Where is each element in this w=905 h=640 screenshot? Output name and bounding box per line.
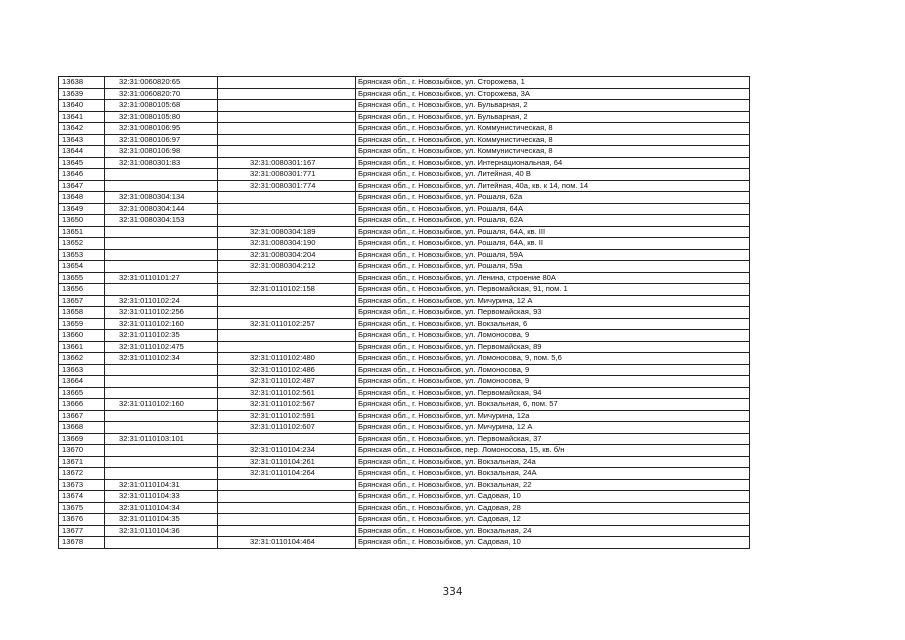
cadastral-number-cell bbox=[105, 537, 218, 549]
premise-cadastral-number-cell: 32:31:0110102:486 bbox=[218, 364, 356, 376]
record-number-cell: 13659 bbox=[59, 318, 105, 330]
record-number-cell: 13661 bbox=[59, 341, 105, 353]
record-number-cell: 13652 bbox=[59, 238, 105, 250]
table-row bbox=[59, 387, 750, 399]
address-cell: Брянская обл., г. Новозыбков, ул. Рошаля, 62а bbox=[356, 192, 750, 204]
table-row bbox=[59, 537, 750, 549]
address-cell: Брянская обл., г. Новозыбков, ул. Ломоносова, 9 bbox=[356, 330, 750, 342]
cadastral-number-cell: 32:31:0110102:160 bbox=[105, 399, 218, 411]
address-cell: Брянская обл., г. Новозыбков, ул. Садовая, 28 bbox=[356, 502, 750, 514]
cadastral-number-cell: 32:31:0110104:33 bbox=[105, 491, 218, 503]
property-registry-table bbox=[58, 76, 750, 549]
cadastral-number-cell: 32:31:0060820:70 bbox=[105, 88, 218, 100]
address-cell: Брянская обл., г. Новозыбков, ул. Садовая, 10 bbox=[356, 537, 750, 549]
premise-cadastral-number-cell bbox=[218, 111, 356, 123]
address-cell: Брянская обл., г. Новозыбков, пер. Ломоносова, 15, кв. б/н bbox=[356, 445, 750, 457]
address-cell: Брянская обл., г. Новозыбков, ул. Вокзальная, 22 bbox=[356, 479, 750, 491]
premise-cadastral-number-cell bbox=[218, 479, 356, 491]
address-cell: Брянская обл., г. Новозыбков, ул. Садовая, 10 bbox=[356, 491, 750, 503]
premise-cadastral-number-cell bbox=[218, 146, 356, 158]
address-cell: Брянская обл., г. Новозыбков, ул. Рошаля, 59А bbox=[356, 249, 750, 261]
cadastral-number-cell bbox=[105, 376, 218, 388]
table-row bbox=[59, 491, 750, 503]
record-number-cell: 13640 bbox=[59, 100, 105, 112]
record-number-cell: 13656 bbox=[59, 284, 105, 296]
table-row bbox=[59, 261, 750, 273]
address-cell: Брянская обл., г. Новозыбков, ул. Ломоносова, 9 bbox=[356, 376, 750, 388]
table-row bbox=[59, 272, 750, 284]
record-number-cell: 13663 bbox=[59, 364, 105, 376]
cadastral-number-cell: 32:31:0080301:83 bbox=[105, 157, 218, 169]
premise-cadastral-number-cell bbox=[218, 502, 356, 514]
cadastral-number-cell: 32:31:0110103:101 bbox=[105, 433, 218, 445]
record-number-cell: 13654 bbox=[59, 261, 105, 273]
record-number-cell: 13646 bbox=[59, 169, 105, 181]
record-number-cell: 13678 bbox=[59, 537, 105, 549]
table-row bbox=[59, 146, 750, 158]
table-row bbox=[59, 341, 750, 353]
record-number-cell: 13638 bbox=[59, 77, 105, 89]
record-number-cell: 13648 bbox=[59, 192, 105, 204]
address-cell: Брянская обл., г. Новозыбков, ул. Бульварная, 2 bbox=[356, 111, 750, 123]
premise-cadastral-number-cell: 32:31:0080304:189 bbox=[218, 226, 356, 238]
record-number-cell: 13653 bbox=[59, 249, 105, 261]
premise-cadastral-number-cell: 32:31:0110102:607 bbox=[218, 422, 356, 434]
table-row bbox=[59, 479, 750, 491]
address-cell: Брянская обл., г. Новозыбков, ул. Садовая, 12 bbox=[356, 514, 750, 526]
premise-cadastral-number-cell: 32:31:0110102:158 bbox=[218, 284, 356, 296]
cadastral-number-cell bbox=[105, 238, 218, 250]
premise-cadastral-number-cell: 32:31:0110102:561 bbox=[218, 387, 356, 399]
table-row bbox=[59, 157, 750, 169]
address-cell: Брянская обл., г. Новозыбков, ул. Ломоносова, 9, пом. 5,6 bbox=[356, 353, 750, 365]
table-row bbox=[59, 249, 750, 261]
premise-cadastral-number-cell: 32:31:0110104:464 bbox=[218, 537, 356, 549]
premise-cadastral-number-cell bbox=[218, 100, 356, 112]
table-row bbox=[59, 238, 750, 250]
address-cell: Брянская обл., г. Новозыбков, ул. Первомайская, 91, пом. 1 bbox=[356, 284, 750, 296]
premise-cadastral-number-cell bbox=[218, 88, 356, 100]
premise-cadastral-number-cell bbox=[218, 215, 356, 227]
cadastral-number-cell: 32:31:0110102:35 bbox=[105, 330, 218, 342]
page-number: 334 bbox=[442, 586, 463, 598]
address-cell: Брянская обл., г. Новозыбков, ул. Мичурина, 12 А bbox=[356, 422, 750, 434]
premise-cadastral-number-cell bbox=[218, 203, 356, 215]
premise-cadastral-number-cell: 32:31:0080301:771 bbox=[218, 169, 356, 181]
table-row bbox=[59, 330, 750, 342]
record-number-cell: 13639 bbox=[59, 88, 105, 100]
premise-cadastral-number-cell: 32:31:0110104:261 bbox=[218, 456, 356, 468]
record-number-cell: 13650 bbox=[59, 215, 105, 227]
table-row bbox=[59, 88, 750, 100]
cadastral-number-cell: 32:31:0110104:35 bbox=[105, 514, 218, 526]
premise-cadastral-number-cell bbox=[218, 272, 356, 284]
cadastral-number-cell bbox=[105, 445, 218, 457]
record-number-cell: 13666 bbox=[59, 399, 105, 411]
cadastral-number-cell: 32:31:0110102:34 bbox=[105, 353, 218, 365]
record-number-cell: 13641 bbox=[59, 111, 105, 123]
table-row bbox=[59, 192, 750, 204]
record-number-cell: 13643 bbox=[59, 134, 105, 146]
table-row bbox=[59, 284, 750, 296]
cadastral-number-cell bbox=[105, 169, 218, 181]
record-number-cell: 13649 bbox=[59, 203, 105, 215]
cadastral-number-cell: 32:31:0110104:34 bbox=[105, 502, 218, 514]
record-number-cell: 13670 bbox=[59, 445, 105, 457]
record-number-cell: 13669 bbox=[59, 433, 105, 445]
address-cell: Брянская обл., г. Новозыбков, ул. Первомайская, 94 bbox=[356, 387, 750, 399]
cadastral-number-cell: 32:31:0080304:144 bbox=[105, 203, 218, 215]
record-number-cell: 13668 bbox=[59, 422, 105, 434]
table-row bbox=[59, 111, 750, 123]
table-row bbox=[59, 226, 750, 238]
table-row bbox=[59, 215, 750, 227]
table-row bbox=[59, 410, 750, 422]
record-number-cell: 13647 bbox=[59, 180, 105, 192]
premise-cadastral-number-cell: 32:31:0110102:567 bbox=[218, 399, 356, 411]
address-cell: Брянская обл., г. Новозыбков, ул. Вокзальная, 24 bbox=[356, 525, 750, 537]
table-row bbox=[59, 307, 750, 319]
record-number-cell: 13675 bbox=[59, 502, 105, 514]
premise-cadastral-number-cell bbox=[218, 341, 356, 353]
table-row bbox=[59, 134, 750, 146]
address-cell: Брянская обл., г. Новозыбков, ул. Рошаля, 59а bbox=[356, 261, 750, 273]
cadastral-number-cell bbox=[105, 180, 218, 192]
cadastral-number-cell: 32:31:0110102:475 bbox=[105, 341, 218, 353]
cadastral-number-cell: 32:31:0080105:80 bbox=[105, 111, 218, 123]
record-number-cell: 13676 bbox=[59, 514, 105, 526]
cadastral-number-cell bbox=[105, 387, 218, 399]
table-row bbox=[59, 376, 750, 388]
premise-cadastral-number-cell bbox=[218, 525, 356, 537]
cadastral-number-cell: 32:31:0060820:65 bbox=[105, 77, 218, 89]
record-number-cell: 13657 bbox=[59, 295, 105, 307]
premise-cadastral-number-cell: 32:31:0110102:487 bbox=[218, 376, 356, 388]
address-cell: Брянская обл., г. Новозыбков, ул. Первомайская, 37 bbox=[356, 433, 750, 445]
table-row bbox=[59, 422, 750, 434]
cadastral-number-cell: 32:31:0110102:160 bbox=[105, 318, 218, 330]
address-cell: Брянская обл., г. Новозыбков, ул. Ломоносова, 9 bbox=[356, 364, 750, 376]
table-row bbox=[59, 525, 750, 537]
record-number-cell: 13651 bbox=[59, 226, 105, 238]
cadastral-number-cell bbox=[105, 422, 218, 434]
cadastral-number-cell: 32:31:0110104:31 bbox=[105, 479, 218, 491]
record-number-cell: 13645 bbox=[59, 157, 105, 169]
address-cell: Брянская обл., г. Новозыбков, ул. Вокзальная, 24а bbox=[356, 456, 750, 468]
record-number-cell: 13655 bbox=[59, 272, 105, 284]
cadastral-number-cell bbox=[105, 226, 218, 238]
address-cell: Брянская обл., г. Новозыбков, ул. Мичурина, 12а bbox=[356, 410, 750, 422]
premise-cadastral-number-cell: 32:31:0080304:204 bbox=[218, 249, 356, 261]
record-number-cell: 13662 bbox=[59, 353, 105, 365]
cadastral-number-cell: 32:31:0080304:153 bbox=[105, 215, 218, 227]
premise-cadastral-number-cell bbox=[218, 433, 356, 445]
cadastral-number-cell: 32:31:0080106:97 bbox=[105, 134, 218, 146]
premise-cadastral-number-cell bbox=[218, 134, 356, 146]
cadastral-number-cell: 32:31:0110102:256 bbox=[105, 307, 218, 319]
table-row bbox=[59, 318, 750, 330]
premise-cadastral-number-cell bbox=[218, 192, 356, 204]
address-cell: Брянская обл., г. Новозыбков, ул. Коммунистическая, 8 bbox=[356, 134, 750, 146]
cadastral-number-cell bbox=[105, 261, 218, 273]
address-cell: Брянская обл., г. Новозыбков, ул. Рошаля, 64А, кв. III bbox=[356, 226, 750, 238]
record-number-cell: 13667 bbox=[59, 410, 105, 422]
premise-cadastral-number-cell: 32:31:0110104:234 bbox=[218, 445, 356, 457]
address-cell: Брянская обл., г. Новозыбков, ул. Рошаля, 62А bbox=[356, 215, 750, 227]
cadastral-number-cell: 32:31:0080304:134 bbox=[105, 192, 218, 204]
cadastral-number-cell bbox=[105, 364, 218, 376]
premise-cadastral-number-cell bbox=[218, 295, 356, 307]
address-cell: Брянская обл., г. Новозыбков, ул. Мичурина, 12 А bbox=[356, 295, 750, 307]
premise-cadastral-number-cell: 32:31:0110102:480 bbox=[218, 353, 356, 365]
cadastral-number-cell: 32:31:0110101:27 bbox=[105, 272, 218, 284]
table-row bbox=[59, 180, 750, 192]
premise-cadastral-number-cell: 32:31:0080304:190 bbox=[218, 238, 356, 250]
table-row bbox=[59, 399, 750, 411]
address-cell: Брянская обл., г. Новозыбков, ул. Вокзальная, 6, пом. 57 bbox=[356, 399, 750, 411]
record-number-cell: 13673 bbox=[59, 479, 105, 491]
registry-table-body bbox=[59, 77, 750, 549]
cadastral-number-cell: 32:31:0110102:24 bbox=[105, 295, 218, 307]
premise-cadastral-number-cell bbox=[218, 330, 356, 342]
record-number-cell: 13664 bbox=[59, 376, 105, 388]
address-cell: Брянская обл., г. Новозыбков, ул. Литейная, 40а, кв. к 14, пом. 14 bbox=[356, 180, 750, 192]
record-number-cell: 13674 bbox=[59, 491, 105, 503]
address-cell: Брянская обл., г. Новозыбков, ул. Бульварная, 2 bbox=[356, 100, 750, 112]
address-cell: Брянская обл., г. Новозыбков, ул. Первомайская, 89 bbox=[356, 341, 750, 353]
record-number-cell: 13677 bbox=[59, 525, 105, 537]
table-row bbox=[59, 468, 750, 480]
table-row bbox=[59, 353, 750, 365]
cadastral-number-cell bbox=[105, 284, 218, 296]
table-row bbox=[59, 445, 750, 457]
address-cell: Брянская обл., г. Новозыбков, ул. Сторожева, 3А bbox=[356, 88, 750, 100]
premise-cadastral-number-cell bbox=[218, 77, 356, 89]
table-row bbox=[59, 77, 750, 89]
premise-cadastral-number-cell bbox=[218, 123, 356, 135]
address-cell: Брянская обл., г. Новозыбков, ул. Вокзальная, 24А bbox=[356, 468, 750, 480]
address-cell: Брянская обл., г. Новозыбков, ул. Коммунистическая, 8 bbox=[356, 146, 750, 158]
table-row bbox=[59, 364, 750, 376]
address-cell: Брянская обл., г. Новозыбков, ул. Коммунистическая, 8 bbox=[356, 123, 750, 135]
table-row bbox=[59, 502, 750, 514]
address-cell: Брянская обл., г. Новозыбков, ул. Рошаля, 64А, кв. II bbox=[356, 238, 750, 250]
record-number-cell: 13658 bbox=[59, 307, 105, 319]
cadastral-number-cell bbox=[105, 468, 218, 480]
record-number-cell: 13660 bbox=[59, 330, 105, 342]
address-cell: Брянская обл., г. Новозыбков, ул. Вокзальная, 6 bbox=[356, 318, 750, 330]
record-number-cell: 13671 bbox=[59, 456, 105, 468]
cadastral-number-cell: 32:31:0080106:95 bbox=[105, 123, 218, 135]
cadastral-number-cell bbox=[105, 456, 218, 468]
cadastral-number-cell bbox=[105, 249, 218, 261]
table-row bbox=[59, 123, 750, 135]
table-row bbox=[59, 433, 750, 445]
record-number-cell: 13665 bbox=[59, 387, 105, 399]
record-number-cell: 13644 bbox=[59, 146, 105, 158]
table-row bbox=[59, 514, 750, 526]
cadastral-number-cell: 32:31:0080106:98 bbox=[105, 146, 218, 158]
address-cell: Брянская обл., г. Новозыбков, ул. Рошаля, 64А bbox=[356, 203, 750, 215]
premise-cadastral-number-cell: 32:31:0080304:212 bbox=[218, 261, 356, 273]
table-row bbox=[59, 100, 750, 112]
premise-cadastral-number-cell bbox=[218, 491, 356, 503]
address-cell: Брянская обл., г. Новозыбков, ул. Первомайская, 93 bbox=[356, 307, 750, 319]
address-cell: Брянская обл., г. Новозыбков, ул. Сторожева, 1 bbox=[356, 77, 750, 89]
cadastral-number-cell: 32:31:0110104:36 bbox=[105, 525, 218, 537]
table-row bbox=[59, 295, 750, 307]
premise-cadastral-number-cell: 32:31:0110104:264 bbox=[218, 468, 356, 480]
record-number-cell: 13672 bbox=[59, 468, 105, 480]
premise-cadastral-number-cell bbox=[218, 307, 356, 319]
premise-cadastral-number-cell bbox=[218, 514, 356, 526]
premise-cadastral-number-cell: 32:31:0080301:774 bbox=[218, 180, 356, 192]
cadastral-number-cell: 32:31:0080105:68 bbox=[105, 100, 218, 112]
table-row bbox=[59, 203, 750, 215]
premise-cadastral-number-cell: 32:31:0080301:167 bbox=[218, 157, 356, 169]
cadastral-number-cell bbox=[105, 410, 218, 422]
premise-cadastral-number-cell: 32:31:0110102:591 bbox=[218, 410, 356, 422]
table-row bbox=[59, 456, 750, 468]
premise-cadastral-number-cell: 32:31:0110102:257 bbox=[218, 318, 356, 330]
address-cell: Брянская обл., г. Новозыбков, ул. Интернациональная, 64 bbox=[356, 157, 750, 169]
address-cell: Брянская обл., г. Новозыбков, ул. Литейная, 40 В bbox=[356, 169, 750, 181]
address-cell: Брянская обл., г. Новозыбков, ул. Ленина, строение 80А bbox=[356, 272, 750, 284]
record-number-cell: 13642 bbox=[59, 123, 105, 135]
table-row bbox=[59, 169, 750, 181]
